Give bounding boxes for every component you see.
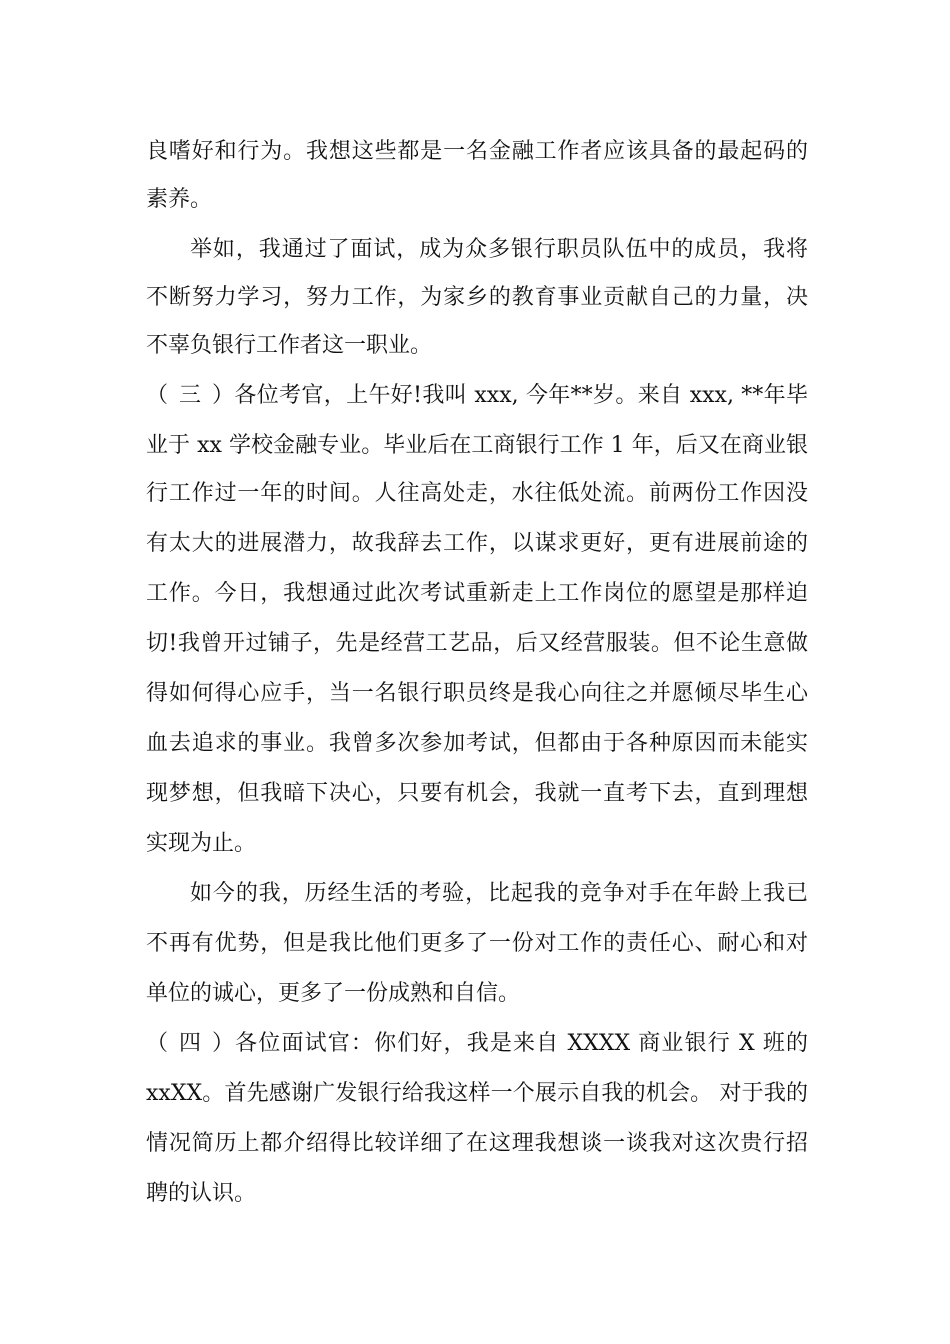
section-three-first-line: [146, 374, 808, 418]
text-line: 血去追求的事业。我曾多次参加考试，但都由于各种原因而未能实: [146, 731, 808, 756]
text-line: 良嗜好和行为。我想这些都是一名金融工作者应该具备的最起码的: [146, 139, 808, 164]
section-mark-four: （四）: [146, 1031, 234, 1056]
text-line: 业于 xx 学校金融专业。毕业后在工商银行工作 1 年，后又在商业银: [146, 433, 808, 458]
text-line: xxXX。首先感谢广发银行给我这样一个展示自我的机会。 对于我的: [146, 1081, 808, 1106]
section-four-first-line: [146, 1022, 808, 1066]
text-line: 聘的认识。: [146, 1181, 257, 1206]
section-mark-three: （三）: [146, 383, 234, 408]
text-line: 单位的诚心，更多了一份成熟和自信。: [146, 981, 521, 1006]
text-line: 行工作过一年的时间。人往高处走，水往低处流。前两份工作因没: [146, 481, 808, 506]
text-line: 各位考官，上午好!我叫 xxx, 今年**岁。来自 xxx, **年毕: [234, 383, 808, 408]
text-line: 得如何得心应手，当一名银行职员终是我心向往之并愿倾尽毕生心: [146, 681, 808, 706]
text-line: 现梦想，但我暗下决心，只要有机会，我就一直考下去，直到理想: [146, 781, 808, 806]
text-line: 实现为止。: [146, 831, 257, 856]
text-line: 不再有优势，但是我比他们更多了一份对工作的责任心、耐心和对: [146, 931, 808, 956]
text-line: 有太大的进展潜力，故我辞去工作，以谋求更好，更有进展前途的: [146, 531, 808, 556]
text-line: 不辜负银行工作者这一职业。: [146, 333, 433, 358]
text-line: 切!我曾开过铺子，先是经营工艺品，后又经营服装。但不论生意做: [146, 631, 808, 656]
text-line: 不断努力学习，努力工作，为家乡的教育事业贡献自己的力量，决: [146, 285, 808, 310]
text-line: 举如，我通过了面试，成为众多银行职员队伍中的成员，我将: [190, 237, 808, 262]
text-line: 如今的我，历经生活的考验，比起我的竞争对手在年龄上我已: [190, 881, 808, 906]
text-line: 情况简历上都介绍得比较详细了在这理我想谈一谈我对这次贵行招: [146, 1131, 808, 1156]
text-line: 素养。: [146, 187, 213, 212]
text-line: 各位面试官：你们好，我是来自 XXXX 商业银行 X 班的: [234, 1031, 808, 1056]
text-line: 工作。今日，我想通过此次考试重新走上工作岗位的愿望是那样迫: [146, 581, 808, 606]
